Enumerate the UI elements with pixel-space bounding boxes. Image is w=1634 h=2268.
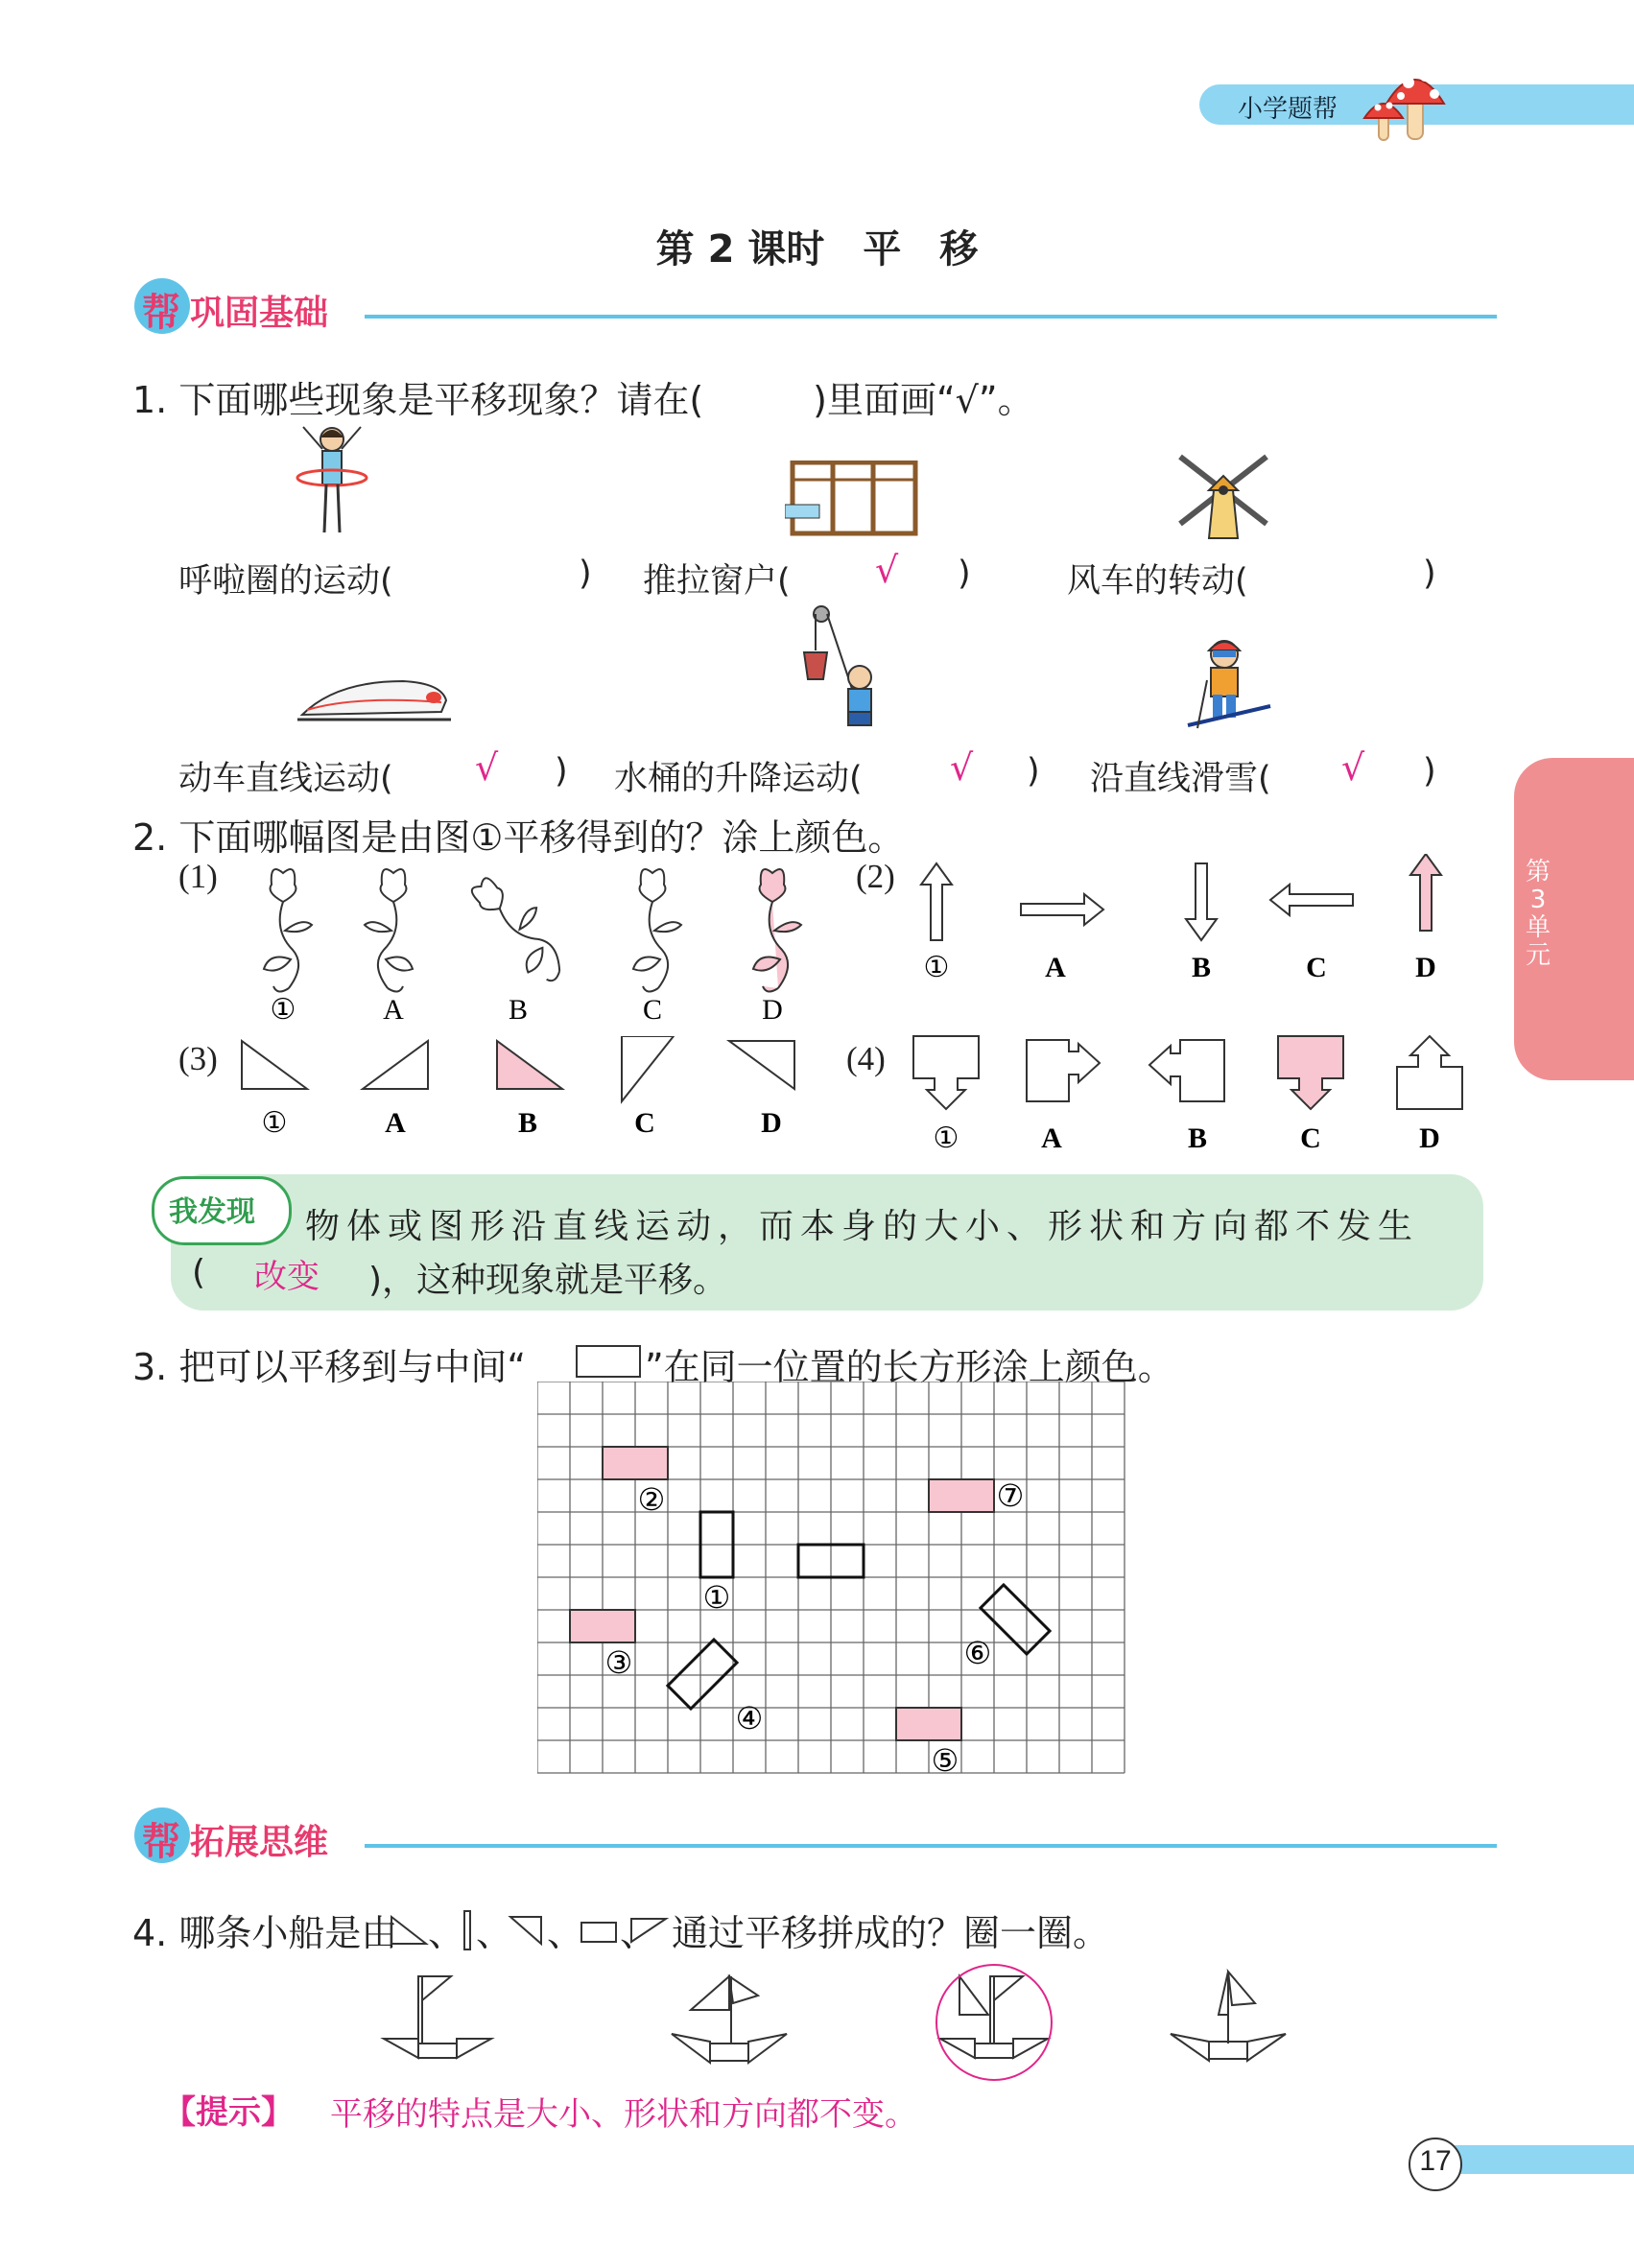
triangle-figure-b[interactable] bbox=[497, 1041, 562, 1089]
figure-label: C bbox=[1300, 1122, 1321, 1154]
arrow-figure-d[interactable] bbox=[1410, 854, 1441, 931]
figure-label: A bbox=[385, 1107, 406, 1139]
discover-text-line1: 物体或图形沿直线运动，而本身的大小、形状和方向都不发生 bbox=[305, 1207, 1420, 1246]
unit-tab-text: 第 3 单 元 bbox=[1526, 858, 1551, 970]
q3-prompt-start: 3. 把可以平移到与中间“ bbox=[132, 1346, 527, 1388]
figure-label: A bbox=[1045, 952, 1066, 983]
discover-open-paren: ( bbox=[192, 1253, 206, 1292]
q3-rectangle-icon bbox=[576, 1345, 641, 1378]
shape-figure-d bbox=[1397, 1036, 1462, 1109]
figure-label: ① bbox=[270, 994, 296, 1026]
figure-label: A bbox=[1041, 1122, 1062, 1154]
figure-label: D bbox=[762, 994, 783, 1026]
arrow-figure-c bbox=[1270, 885, 1353, 915]
triangle-figure-1 bbox=[242, 1041, 307, 1089]
rectangle-label: ① bbox=[702, 1580, 731, 1615]
rectangle-label: ⑥ bbox=[963, 1636, 992, 1670]
bang-char: 帮 bbox=[142, 291, 180, 335]
q1-prompt: 1. 下面哪些现象是平移现象？请在( )里面画“√”。 bbox=[132, 379, 1034, 421]
q1-item-close: ) bbox=[1027, 752, 1040, 791]
bang-char: 帮 bbox=[142, 1820, 180, 1864]
figure-label: ① bbox=[923, 952, 950, 983]
q1-item-label: 推拉窗户( bbox=[643, 562, 791, 601]
figure-label: C bbox=[634, 1107, 655, 1139]
boat-option-2[interactable] bbox=[672, 1976, 787, 2063]
figure-label: ① bbox=[261, 1107, 288, 1139]
discover-text-line2: )，这种现象就是平移。 bbox=[368, 1261, 728, 1300]
q4-prompt-sep: 、 bbox=[547, 1912, 584, 1954]
figure-label: D bbox=[761, 1107, 782, 1139]
q4-prompt-sep: 、 bbox=[620, 1912, 657, 1954]
skier-picture bbox=[1186, 637, 1272, 733]
figure-label: A bbox=[383, 994, 404, 1026]
q2-prompt: 2. 下面哪幅图是由图①平移得到的？涂上颜色。 bbox=[132, 816, 905, 859]
q1-item-close: ) bbox=[1423, 555, 1436, 593]
section-basic-label: 巩固基础 bbox=[190, 294, 329, 333]
hula-hoop-picture bbox=[294, 422, 370, 537]
q2-part3-figures bbox=[230, 1036, 825, 1142]
q2-part1-figures bbox=[230, 854, 825, 1027]
q2-part2-figures bbox=[902, 854, 1478, 988]
q1-item-close: ) bbox=[555, 752, 568, 791]
q1-item-close: ) bbox=[958, 555, 971, 593]
figure-label: C bbox=[642, 994, 663, 1026]
brand-label: 小学题帮 bbox=[1238, 95, 1338, 124]
q2-part-label: (3) bbox=[178, 1040, 218, 1077]
q4-prompt-start: 4. 哪条小船是由 bbox=[132, 1912, 398, 1954]
rectangle-label: ④ bbox=[735, 1701, 764, 1736]
triangle-figure-c bbox=[622, 1036, 674, 1101]
discover-answer[interactable]: 改变 bbox=[254, 1258, 320, 1296]
section-basic bbox=[134, 278, 1497, 336]
rectangle-3[interactable] bbox=[570, 1610, 635, 1642]
q4-prompt-end: 通过平移拼成的？圈一圈。 bbox=[672, 1912, 1110, 1954]
figure-label: C bbox=[1306, 952, 1327, 983]
rectangle-label: ⑤ bbox=[931, 1743, 959, 1778]
rectangle-label: ② bbox=[637, 1482, 666, 1517]
flower-figure-1 bbox=[264, 869, 312, 992]
hint-text: 平移的特点是大小、形状和方向都不变。 bbox=[330, 2095, 917, 2134]
q4-prompt-sep: 、 bbox=[476, 1912, 513, 1954]
q1-item-answer[interactable]: √ bbox=[1341, 746, 1365, 789]
figure-label: ① bbox=[933, 1122, 959, 1154]
figure-label: D bbox=[1415, 952, 1436, 983]
rectangle-piece-icon bbox=[581, 1923, 616, 1942]
boat-option-1[interactable] bbox=[384, 1976, 491, 2058]
section-divider bbox=[365, 315, 1497, 319]
q1-item-label: 风车的转动( bbox=[1067, 562, 1248, 601]
shape-figure-b bbox=[1149, 1040, 1224, 1101]
flower-figure-d[interactable] bbox=[753, 869, 801, 992]
arrow-figure-a bbox=[1021, 894, 1103, 925]
shape-figure-c[interactable] bbox=[1278, 1036, 1343, 1109]
section-extend-label: 拓展思维 bbox=[190, 1823, 329, 1862]
q1-item-label: 动车直线运动( bbox=[178, 760, 393, 798]
q1-item-close: ) bbox=[1423, 752, 1436, 791]
rectangle-2[interactable] bbox=[603, 1447, 668, 1479]
section-divider bbox=[365, 1844, 1497, 1848]
flag-triangle-icon bbox=[510, 1917, 541, 1944]
footer-bar bbox=[1439, 2145, 1634, 2174]
q1-item-label: 沿直线滑雪( bbox=[1090, 760, 1271, 798]
q1-item-answer[interactable]: √ bbox=[950, 746, 974, 789]
discover-badge-label: 我发现 bbox=[169, 1195, 255, 1229]
mushroom-icon bbox=[1353, 56, 1458, 147]
windmill-picture bbox=[1171, 447, 1276, 543]
sliding-window-picture bbox=[785, 461, 919, 537]
rectangle-4[interactable] bbox=[668, 1640, 737, 1709]
q1-item-close: ) bbox=[579, 555, 592, 593]
q3-grid bbox=[537, 1382, 1126, 1779]
q1-item-label: 水桶的升降运动( bbox=[614, 760, 863, 798]
rectangle-5[interactable] bbox=[896, 1708, 961, 1740]
q4-boats bbox=[365, 1957, 1305, 2101]
rectangle-7[interactable] bbox=[929, 1479, 994, 1512]
figure-label: D bbox=[1419, 1122, 1440, 1154]
arrow-figure-b bbox=[1186, 863, 1217, 940]
q2-part-label: (1) bbox=[178, 858, 218, 895]
figure-label: B bbox=[1191, 952, 1212, 983]
boat-option-4[interactable] bbox=[1171, 1972, 1286, 2061]
rectangle-label: ③ bbox=[604, 1645, 633, 1680]
figure-label: B bbox=[517, 1107, 538, 1139]
q1-item-label: 呼啦圈的运动( bbox=[178, 562, 393, 601]
hint-tag: 【提示】 bbox=[163, 2093, 294, 2132]
q2-part-label: (4) bbox=[846, 1040, 886, 1077]
q2-part4-figures bbox=[902, 1032, 1478, 1157]
q1-item-answer[interactable]: √ bbox=[875, 549, 899, 591]
q3-prompt-end: ”在同一位置的长方形涂上颜色。 bbox=[645, 1346, 1174, 1388]
shape-figure-1 bbox=[913, 1036, 979, 1109]
q1-item-answer[interactable]: √ bbox=[475, 746, 499, 789]
page-number: 17 bbox=[1419, 2145, 1452, 2177]
triangle-figure-d bbox=[729, 1041, 794, 1089]
shape-figure-a bbox=[1027, 1040, 1100, 1101]
flower-figure-a bbox=[365, 869, 413, 992]
flower-figure-b bbox=[464, 865, 580, 990]
arrow-figure-1 bbox=[921, 863, 952, 940]
figure-label: B bbox=[508, 994, 529, 1026]
thin-bar-icon bbox=[464, 1911, 470, 1949]
figure-label: B bbox=[1187, 1122, 1208, 1154]
page-title: 第 2 课时 平 移 bbox=[655, 227, 979, 272]
boat-option-3[interactable] bbox=[940, 1976, 1048, 2058]
triangle-figure-a bbox=[363, 1041, 428, 1089]
right-triangle-icon bbox=[391, 1917, 426, 1944]
flower-figure-c bbox=[633, 869, 681, 992]
q4-prompt-sep: 、 bbox=[428, 1912, 465, 1954]
bucket-pulley-picture bbox=[785, 602, 881, 727]
q2-part-label: (2) bbox=[856, 858, 895, 895]
section-extend bbox=[134, 1807, 1497, 1865]
train-picture bbox=[297, 672, 451, 724]
rectangle-label: ⑦ bbox=[996, 1478, 1025, 1513]
